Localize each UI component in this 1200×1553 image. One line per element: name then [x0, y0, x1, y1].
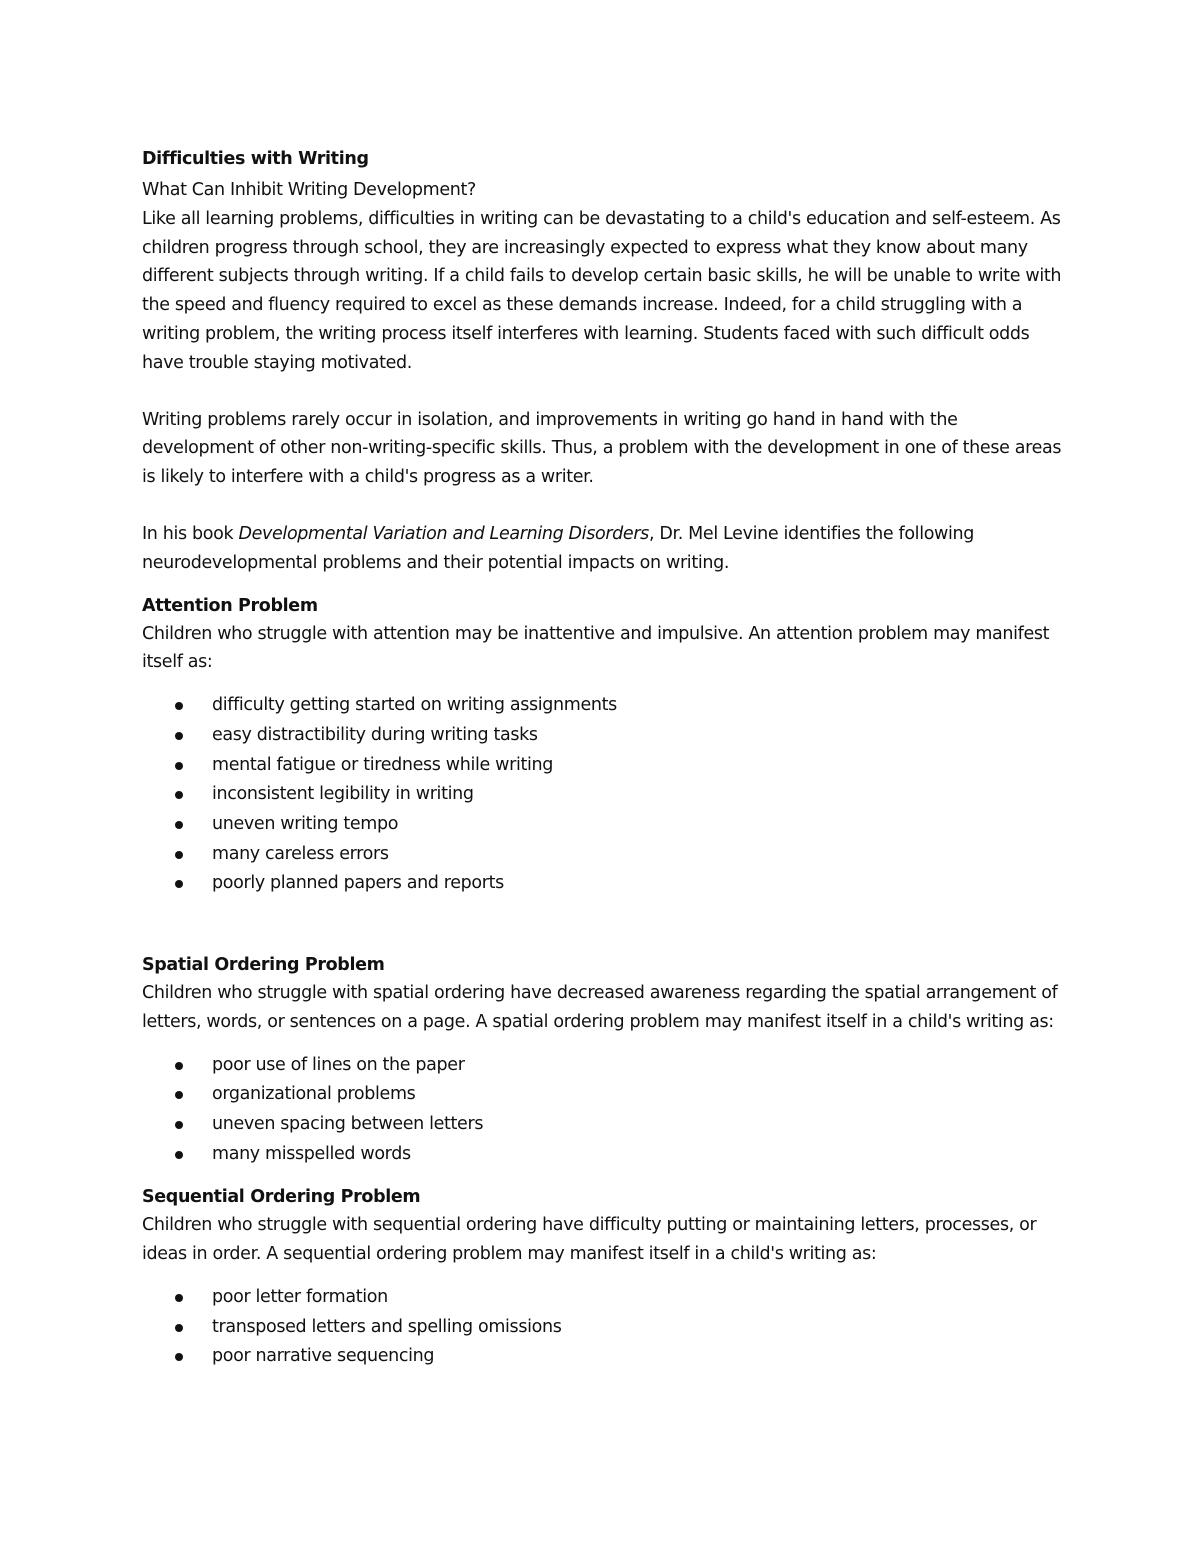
bullet-icon [175, 732, 183, 740]
list-item-text: easy distractibility during writing tasks [212, 724, 538, 745]
list-item-text: many misspelled words [212, 1143, 411, 1164]
list-item [142, 780, 1062, 810]
document-title: Difficulties with Writing [142, 149, 369, 169]
section-heading: Sequential Ordering Problem [142, 1187, 421, 1208]
bullet-icon [175, 1091, 183, 1099]
section-sequential-ordering-problem [142, 1183, 1062, 1372]
bullet-icon [175, 1294, 183, 1302]
bullet-list [142, 1051, 1062, 1170]
bullet-icon [175, 791, 183, 799]
list-item-text: difficulty getting started on writing assignments [212, 695, 617, 716]
levine-text-after: , Dr. Mel Levine identifies the following neurodevelopmental problems and their potential impacts on writing. [142, 523, 975, 573]
list-item [142, 810, 1062, 840]
list-item [142, 1342, 1062, 1372]
list-item-text: inconsistent legibility in writing [212, 784, 474, 805]
section-intro: Children who struggle with attention may be inattentive and impulsive. An attention problem may manifest itself as: [142, 623, 1050, 673]
list-item-text: mental fatigue or tiredness while writing [212, 754, 553, 775]
document-body [142, 146, 1062, 1372]
list-item-text: poor letter formation [212, 1287, 388, 1308]
bullet-icon [175, 851, 183, 859]
list-item-text: organizational problems [212, 1084, 416, 1105]
list-item-text: transposed letters and spelling omissions [212, 1316, 562, 1337]
bullet-icon [175, 1062, 183, 1070]
bullet-icon [175, 702, 183, 710]
bullet-icon [175, 1324, 183, 1332]
levine-text-before: In his book [142, 523, 239, 544]
list-item-text: uneven writing tempo [212, 813, 399, 834]
section-heading: Attention Problem [142, 595, 318, 616]
section-heading: Spatial Ordering Problem [142, 955, 385, 976]
list-item-text: many careless errors [212, 843, 389, 864]
list-item [142, 840, 1062, 870]
list-item [142, 1313, 1062, 1343]
bullet-icon [175, 880, 183, 888]
intro-paragraph: Like all learning problems, difficulties in writing can be devastating to a child's education and self-esteem. As children progress through school, they are increasingly expected to express what they know about many different subjects through writing. If a child fails to develop certain basic skills, he will be unable to write with the speed and fluency required to excel as these demands increase. Indeed, for a child struggling with a writing problem, the writing process itself interferes with learning. Students faced with such difficult odds have trouble staying motivated. [142, 208, 1062, 373]
list-item [142, 869, 1062, 899]
list-item [142, 691, 1062, 721]
section-intro: Children who struggle with spatial ordering have decreased awareness regarding the spatial arrangement of letters, words, or sentences on a page. A spatial ordering problem may manifest itself in a child's writing as: [142, 983, 1058, 1032]
section-spatial-ordering-problem [142, 951, 1062, 1169]
list-item [142, 1080, 1062, 1110]
list-item [142, 721, 1062, 751]
list-item [142, 1110, 1062, 1140]
list-item-text: poor narrative sequencing [212, 1346, 435, 1367]
book-title: Developmental Variation and Learning Disorders [238, 523, 649, 544]
bullet-icon [175, 1151, 183, 1159]
list-item [142, 1283, 1062, 1313]
bullet-icon [175, 762, 183, 770]
list-item [142, 1140, 1062, 1170]
bullet-icon [175, 821, 183, 829]
section-intro: Children who struggle with sequential ordering have difficulty putting or maintaining letters, processes, or ideas in order. A sequential ordering problem may manifest itself in a child's writing as: [142, 1215, 1037, 1265]
document-subtitle: What Can Inhibit Writing Development? [142, 180, 476, 200]
list-item-text: poorly planned papers and reports [212, 873, 504, 894]
levine-paragraph [142, 520, 1062, 578]
isolation-paragraph: Writing problems rarely occur in isolation, and improvements in writing go hand in hand with the development of other non-writing-specific skills. Thus, a problem with the development in one of these areas is likely to interfere with a child's progress as a writer. [142, 409, 1062, 488]
bullet-icon [175, 1353, 183, 1361]
bullet-icon [175, 1121, 183, 1129]
bullet-list [142, 1283, 1062, 1372]
list-item [142, 1051, 1062, 1081]
list-item [142, 751, 1062, 781]
section-attention-problem [142, 592, 1062, 900]
bullet-list [142, 691, 1062, 899]
list-item-text: poor use of lines on the paper [212, 1054, 465, 1075]
list-item-text: uneven spacing between letters [212, 1114, 484, 1135]
